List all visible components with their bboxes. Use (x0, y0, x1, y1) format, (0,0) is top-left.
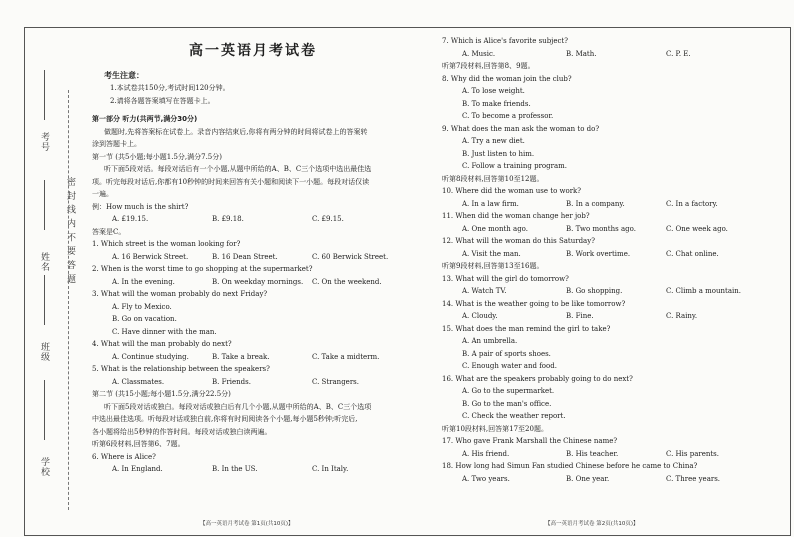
page-2-column (442, 35, 741, 485)
listening-material-8: 听第8段材料,回答第10至12题。 (442, 174, 544, 183)
option-b: B. To make friends. (462, 99, 531, 108)
option-b: B. In a company. (566, 199, 625, 208)
seal-dashed-line (68, 90, 69, 510)
notice-item-2: 2.请将各题答案填写在答题卡上。 (110, 96, 215, 105)
option-a: A. To lose weight. (462, 87, 525, 95)
section1-text-end: 一遍。 (92, 190, 113, 198)
option-b: B. Math. (566, 49, 597, 58)
question: 11. When did the woman change her job? (442, 212, 590, 220)
option-b: B. 16 Dean Street. (212, 252, 278, 261)
example-question: 例：How much is the shirt? (92, 202, 189, 211)
school-line (44, 380, 45, 440)
option-b: B. Two months ago. (566, 224, 636, 233)
option-b: B. Just listen to him. (462, 149, 535, 158)
option-a: A. An umbrella. (462, 337, 518, 345)
option-c: C. Enough water and food. (462, 362, 557, 370)
option-c: C. One week ago. (666, 224, 728, 233)
option-c: C. In a factory. (666, 199, 718, 208)
question: 6. Where is Alice? (92, 452, 156, 461)
question: 15. What does the man remind the girl to take? (442, 324, 611, 333)
option-a: A. Continue studying. (112, 352, 189, 361)
option-c: C. £9.15. (312, 215, 344, 223)
options (442, 473, 732, 486)
options (442, 285, 741, 298)
option-a: A. Classmates. (112, 377, 165, 386)
option-c: C. His parents. (666, 449, 719, 458)
option-b: B. On weekday mornings. (212, 277, 304, 286)
question: 17. Who gave Frank Marshall the Chinese name? (442, 437, 618, 445)
option-a: A. Watch TV. (462, 287, 507, 295)
options (442, 448, 732, 461)
options (92, 276, 414, 289)
option-b: B. Work overtime. (566, 249, 631, 258)
listening-material-7: 听第7段材料,回答第8、9题。 (442, 62, 535, 70)
option-c: C. Have dinner with the man. (112, 327, 217, 336)
option-b: B. Go shopping. (566, 287, 623, 295)
option-b: B. Go to the man's office. (462, 399, 552, 408)
option-c: C. Strangers. (312, 377, 359, 386)
part1-instruction-cont: 涂到答题卡上。 (92, 140, 141, 148)
notice-title: 考生注意： (104, 70, 144, 80)
option-c: C. In Italy. (312, 465, 349, 473)
section2-text: 听下面5段对话或独白。每段对话或独白后有几个小题,从题中所给的A、B、C三个选项 (104, 402, 372, 411)
question: 14. What is the weather going to be like tomorrow? (442, 299, 626, 308)
page-footer-left: 【高一英语月考试卷 第1页(共10页)】 (200, 521, 294, 527)
option-a: A. His friend. (462, 449, 510, 458)
question: 18. How long had Simun Fan studied Chinese before he came to China? (442, 462, 698, 470)
option-c: C. Follow a training program. (462, 162, 567, 170)
binding-margin (24, 27, 88, 534)
question: 16. What are the speakers probably going to do next? (442, 374, 633, 383)
option-b: B. In the US. (212, 465, 258, 473)
options (442, 198, 732, 211)
option-b: B. His teacher. (566, 449, 619, 458)
option-b: B. £9.18. (212, 215, 244, 223)
option-a: A. Visit the man. (462, 249, 521, 258)
question: 3. What will the woman probably do next Friday? (92, 290, 268, 298)
option-b: B. Fine. (566, 312, 594, 320)
option-b: B. Take a break. (212, 352, 270, 361)
page-1-column (92, 35, 414, 476)
option-a: A. One month ago. (462, 224, 528, 233)
option-a: A. Go to the supermarket. (462, 387, 555, 395)
question: 13. What will the girl do tomorrow? (442, 274, 569, 283)
section2-text-end: 各小题将给出5秒钟的作答时间。每段对话或独白读两遍。 (92, 427, 272, 436)
example-options (92, 213, 414, 226)
option-c: C. Check the weather report. (462, 412, 566, 420)
section1-heading: 第一节 (共5小题;每小题1.5分,满分7.5分) (92, 152, 222, 161)
option-c: C. Chat online. (666, 249, 719, 258)
question: 5. What is the relationship between the speakers? (92, 365, 270, 373)
question: 8. Why did the woman join the club? (442, 74, 572, 83)
option-a: A. In a law firm. (462, 199, 519, 208)
option-a: A. £19.15. (112, 215, 149, 223)
options (442, 48, 732, 61)
listening-material-6: 听第6段材料,回答第6、7题。 (92, 440, 185, 448)
option-a: A. Cloudy. (462, 312, 498, 320)
listening-material-9: 听第9段材料,回答第13至16题。 (442, 262, 544, 270)
section1-text: 听下面5段对话。每段对话后有一个小题,从题中所给的A、B、C三个选项中选出最佳选 (104, 165, 372, 173)
exam-no-line (44, 70, 45, 120)
option-c: C. P. E. (666, 49, 691, 58)
school-label: 学校 (39, 457, 49, 477)
options (442, 310, 732, 323)
option-c: C. To become a professor. (462, 112, 554, 120)
option-c: C. Rainy. (666, 312, 698, 320)
page-footer-right: 【高一英语月考试卷 第2页(共10页)】 (545, 521, 639, 527)
seal-line-notice: 密 封 线 内 不 要 答 题 (65, 177, 75, 285)
question: 4. What will the man probably do next? (92, 340, 232, 348)
option-a: A. 16 Berwick Street. (112, 252, 189, 261)
option-c: C. 60 Berwick Street. (312, 252, 389, 261)
example-answer: 答案是C。 (92, 227, 126, 236)
option-c: C. On the weekend. (312, 277, 382, 286)
question: 10. Where did the woman use to work? (442, 187, 582, 195)
option-a: A. Music. (462, 49, 496, 58)
part1-instruction: 做题时,先将答案标在试卷上。录音内容结束后,你将有两分钟的时间将试卷上的答案转 (104, 127, 368, 136)
options (442, 223, 732, 236)
option-a: A. In England. (112, 465, 163, 473)
section2-text-cont: 中选出最佳选项。听每段对话或独白前,你将有时间阅读各个小题,每小题5秒钟;听完后, (92, 415, 358, 423)
option-a: A. Try a new diet. (462, 137, 525, 145)
question: 7. Which is Alice's favorite subject? (442, 37, 568, 45)
section2-heading: 第二节 (共15小题;每小题1.5分,满分22.5分) (92, 390, 231, 398)
class-line (44, 275, 45, 325)
option-a: A. Fly to Mexico. (112, 302, 172, 311)
question: 12. What will the woman do this Saturday? (442, 237, 595, 245)
question: 2. When is the worst time to go shopping at the supermarket? (92, 265, 313, 273)
part1-heading: 第一部分 听力(共两节,满分30分) (92, 115, 198, 123)
option-c: C. Climb a mountain. (666, 287, 741, 295)
question: 1. Which street is the woman looking for? (92, 240, 241, 248)
question: 9. What does the man ask the woman to do? (442, 124, 600, 133)
option-a: A. In the evening. (112, 277, 175, 286)
option-b: B. Friends. (212, 377, 251, 386)
section1-text-cont: 项。听完每段对话后,你都有10秒钟的时间来回答有关小题和阅读下一小题。每段对话仅读 (92, 177, 370, 186)
options (442, 248, 732, 261)
notice-item-1: 1.本试卷共150分,考试时间120分钟。 (110, 84, 230, 92)
exam-title: 高一英语月考试卷 (189, 43, 317, 59)
options (92, 376, 414, 389)
option-b: B. Go on vacation. (112, 315, 177, 323)
class-label: 班级 (39, 342, 49, 362)
option-c: C. Three years. (666, 474, 721, 483)
option-b: B. A pair of sports shoes. (462, 349, 551, 358)
name-line (44, 180, 45, 230)
options (92, 463, 414, 476)
exam-no-label: 考号 (39, 132, 49, 152)
option-b: B. One year. (566, 474, 610, 483)
name-label: 姓名 (39, 252, 49, 272)
listening-material-10: 听第10段材料,回答第17至20题。 (442, 424, 548, 433)
option-c: C. Take a midterm. (312, 352, 380, 361)
options (92, 251, 414, 264)
option-a: A. Two years. (462, 474, 510, 483)
options (92, 351, 414, 364)
